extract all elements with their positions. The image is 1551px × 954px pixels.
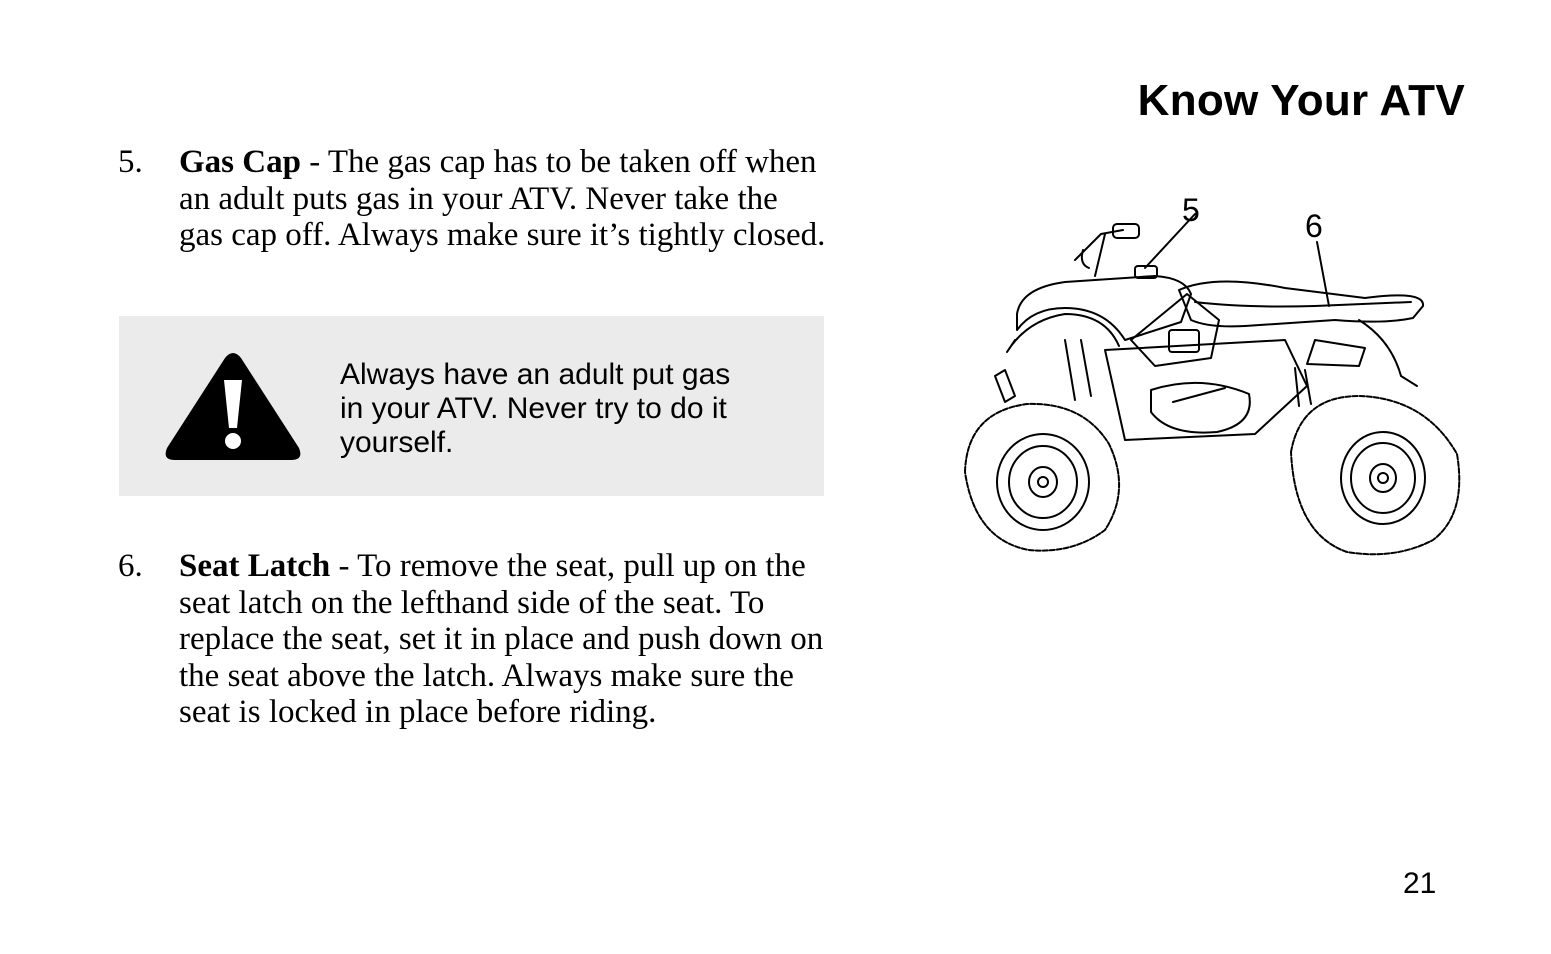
item-description: - The gas cap has to be taken off when an adult puts gas in your ATV. Never take the gas cap off. Always make sure it’s tightly closed.: [179, 144, 826, 253]
item-body: [179, 548, 828, 731]
warning-box: [119, 316, 824, 496]
item-term: Gas Cap: [179, 144, 301, 180]
item-number: 5.: [118, 144, 143, 180]
list-item-seat-latch: [118, 548, 828, 731]
warning-text: Always have an adult put gas in your ATV. Never try to do it yourself.: [340, 358, 731, 459]
item-body: [179, 144, 828, 254]
callout-label: 6: [1305, 208, 1323, 244]
item-term: Seat Latch: [179, 548, 331, 584]
warning-triangle-icon: [163, 350, 303, 464]
item-description: - To remove the seat, pull up on the seat latch on the lefthand side of the seat. To replace the seat, set it in place and push down on the seat above the latch. Always make sure the seat is locked in place before riding.: [179, 548, 824, 730]
page-number: 21: [1403, 867, 1437, 900]
page-title: Know Your ATV: [1137, 76, 1465, 125]
atv-illustration: [955, 190, 1465, 560]
callout-label: 5: [1182, 192, 1200, 228]
item-number: 6.: [118, 548, 143, 584]
list-item-gas-cap: [118, 144, 828, 254]
